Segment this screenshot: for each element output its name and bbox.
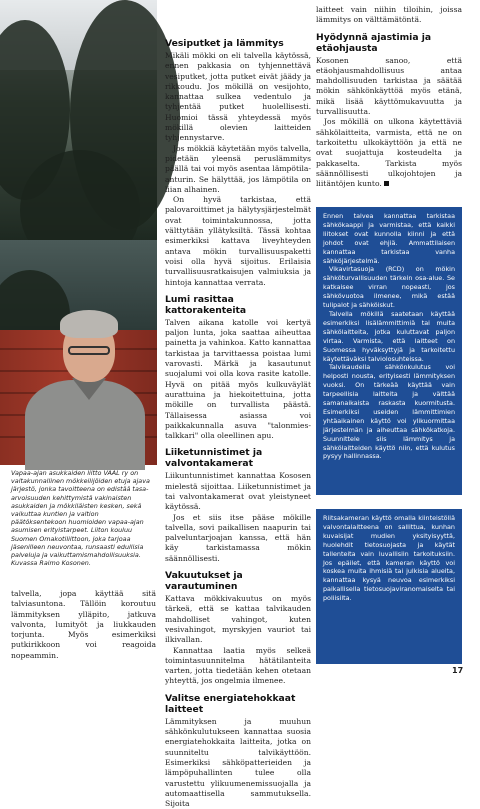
paragraph: Kattava mökkivakuutus on myös tärkeä, että se kattaa talvikauden mahdolliset vahingot, kuten vesivahingot, myrskyjen vauriot tai ilkivallan.: [165, 594, 311, 645]
heading-energiatehokkaat: Valitse energiatehokkaat laitteet: [165, 692, 296, 715]
right-column: [316, 5, 462, 189]
info-box-camera: [316, 509, 462, 664]
paragraph: Liikuntunnistimet kannattaa Kososen mielestä sijoittaa. Liiketunnistimet ja tai valvontakamerat ovat yleistyneet käytössä.: [165, 471, 311, 512]
box-paragraph: Ennen talvea kannattaa tarkistaa sähkökaappi ja varmistaa, että kaikki liitokset ovat kunnolla kiinni ja että johdot ovat ehjiä. Ammattilaisen kannattaa tarkistaa vanha sähköjärjestelmä.: [323, 212, 455, 265]
box-paragraph: Talvella mökillä saatetaan käyttää esimerkiksi lisälämmittimiä tai muita sähkölaitteita, jotka kuluttavat paljon virtaa. Varmista, että laitteet on Suomessa hyväksyttyjä ja tarkoitettu käytettäväksi talviolosuhteissa.: [323, 309, 455, 363]
heading-vakuutukset: Vakuutukset ja varautuminen: [165, 570, 243, 593]
paragraph: Lämmityksen ja muuhun sähkönkulutukseen kannattaa suosia energiatehokkaita laitteita, jotka on suunniteltu talvikäyttöön. Esimerkiksi sähköpatterieiden ja lämpöpuhallinten tulee olla varustettu ylikuumenemissuojalla ja automaattisella sammutuksella. Sijoita: [165, 716, 311, 809]
photo-caption: Vapaa-ajan asukkaiden liitto VAAL ry on valtakunnallinen mökkeilijöiden etuja ajava järjestö, jonka tavoitteena on edistää tasa-arvoisuuden kehittymistä vakinaisten asukkaiden ja mökkiläisten kesken, sekä vaikuttaa kuntien ja valtion päätöksentekoon huomioiden vapaa-ajan asumisen erityistarpeet. Liiton kouluu Suomen Omakotiliittoon, joka tarjoaa jäsenilleen neuvontaa, runsaasti edullisia palveluja ja vaikuttamismahdollisuuksia. Kuvassa Raimo Kosonen.: [11, 469, 150, 568]
end-of-article-mark-icon: [384, 181, 389, 186]
box-paragraph: Riitsakameran käyttö omalla kiinteistöllä valvontalaitteena on sallittua, kunhan kuvaisijat mudien yksityisyyttä, huolehdit tietosuojasta ja käytät tallenteita vain luvallisiin tarkoituksiin. Jos epäilet, että kameran käyttö voi koskea muita ihmisiä tai julkisia alueita, kannattaa kysyä neuvoa esimerkiksi paikallisella tietosuojaviranomaiselta tai poliisilta.: [323, 514, 455, 603]
heading-liiketunnistimet: Liiketunnistimet ja valvontakamerat: [165, 447, 263, 470]
box-paragraph: Vikavirtasuoja (RCD) on mökin sähköturvallisuuden tärkein osa-alue. Se katkaisee virran nopeasti, jos sähkövuotoa ilmenee, mikä estää tulipalot ja sähköiskut.: [323, 265, 455, 310]
info-box-electrical: [316, 207, 462, 495]
paragraph: Jos et siis itse pääse mökille talvella, sovi paikallisen naapurin tai palveluntarjoajan kanssa, että hän käy tarkistamassa mökin säännöllisesti.: [165, 512, 311, 563]
paragraph: Kannattaa laatia myös selkeä toimintasuunnitelma hätätilanteita varten, jotta tiedetään kehen otetaan yhteyttä, jos ongelmia ilmenee.: [165, 645, 311, 686]
paragraph: laitteet vain niihin tiloihin, joissa lämmitys on välttämätöntä.: [316, 5, 462, 25]
heading-ajastimet: Hyödynnä ajastimia ja etäohjausta: [316, 31, 432, 54]
heading-vesiputket: Vesiputket ja lämmitys: [165, 38, 284, 49]
person-hair: [60, 310, 118, 338]
paragraph: Kosonen sanoo, että etäohjausmahdollisuus antaa mahdollisuuden tarkistaa ja säätää mökin sähkönkäyttöä myös etänä, mikä lisää käyttömukavuutta ja turvallisuutta.: [316, 55, 462, 117]
glasses: [68, 346, 110, 355]
paragraph: Talven aikana katolle voi kertyä paljon lunta, joka saattaa aiheuttaa painetta ja vahinkoa. Katto kannattaa tarkistaa ja tarvittaessa poistaa lumi varovasti. Märkä ja kasautunut suojalumi voi olla kova rasite katolle. Hyvä on pitää myös kulkuväylät aurattuina ja hiekoitettuina, jotta mökille on turvallista päästä. Tällaisessa asiassa voi paikkakunnalla asuva "talonmies-talkkari" olla oleellinen apu.: [165, 317, 311, 441]
cover-photo: [0, 0, 157, 465]
paragraph: Jos mökillä on ulkona käytettäviä sähkölaitteita, varmista, että ne on tarkoitettu ulkokäyttöön ja että ne ovat suojattuja kosteudelta ja pakkaselta. Tarkista myös säännöllisesti ulkojohtojen ja liitäntöjen kunto.: [316, 117, 462, 189]
paragraph: Jos mökkiä käytetään myös talvella, pidetään yleensä peruslämmitys päällä tai voi myös asentaa lämpötila-anturin. Se hälyttää, jos lämpötila on liian alhainen.: [165, 143, 311, 194]
paragraph: On hyvä tarkistaa, että palovaroittimet ja hälytysjärjestelmät ovat toimintakunnossa, jotta välttytään yllätyksiltä. Tässä kohtaa esimerkiksi kattava liveyhteyden antava mökin turvallisuuspaketti voisi olla hyvä sijoitus. Erilaisia turvallisuusratkaisujen valmiuksia ja hintoja kannattaa verrata.: [165, 195, 311, 287]
heading-lumi: Lumi rasittaa kattorakenteita: [165, 293, 247, 316]
middle-column: [165, 38, 311, 809]
paragraph: Mikäli mökki on eli talvella käytössä, ennen pakkasia on tyhjennettävä vesiputket, jotta putket eivät jäädy ja rikkoudu. Jos mökillä on vesijohto, kannattaa sulkea vedentulo ja tyhjentää putket huolellisesti. Huomioi tässä yhteydessä myös mökillä olevien laitteiden tyhjennystarve.: [165, 51, 311, 143]
box-paragraph: Talvikaudella sähkönkulutus voi helposti nousta, erityisesti lämmityksen vuoksi. On tärkeää käyttää vain tarpeellisia laitteita ja välttää samanaikaista raskasta kuormitusta. Esimerkiksi useiden lämmittimien yhtäaikainen käyttö voi ylikuormittaa järjestelmän ja aiheuttaa sähkökatkoja. Suunnittele siis lämmitys ja sähkölaitteiden käyttö niin, että kulutus pysyy hallinnassa.: [323, 363, 455, 461]
page-number: 17: [452, 666, 464, 675]
left-column-text: talvella, jopa käyttää sitä talviasuntona. Tällöin koroutuu lämmityksen ylläpito, jatkuva valvonta, lumityöt ja liukkauden torjunta. Myös esimerkiksi putkirikkoon voi reagoida nopeammin.: [11, 589, 156, 660]
